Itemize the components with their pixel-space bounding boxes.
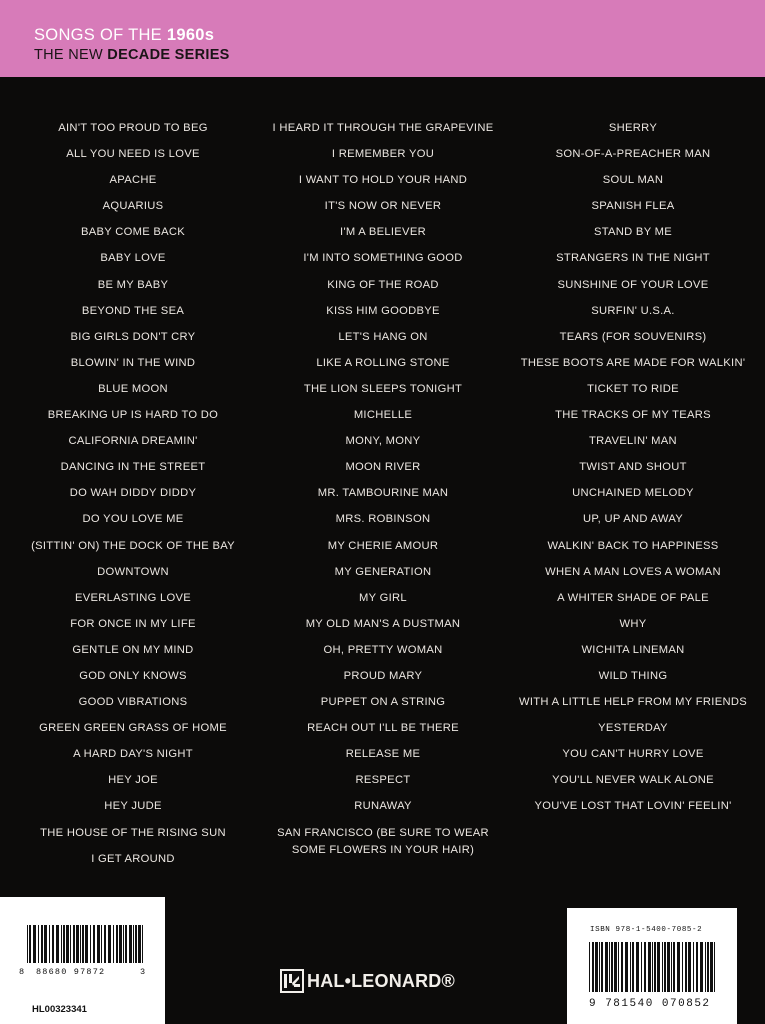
song-title: WITH A LITTLE HELP FROM MY FRIENDS: [519, 696, 747, 709]
song-title: YESTERDAY: [598, 722, 668, 735]
song-title: WHY: [619, 617, 647, 630]
song-title: I WANT TO HOLD YOUR HAND: [298, 174, 468, 187]
song-title: GREEN GREEN GRASS OF HOME: [39, 722, 227, 735]
song-title: HEY JUDE: [104, 800, 162, 813]
song-title: MY GIRL: [359, 591, 407, 604]
song-title: CALIFORNIA DREAMIN': [68, 435, 198, 448]
song-title: SON-OF-A-PREACHER MAN: [555, 148, 711, 161]
song-title: KING OF THE ROAD: [327, 278, 439, 291]
song-title: YOU CAN'T HURRY LOVE: [562, 748, 704, 761]
song-title: LIKE A ROLLING STONE: [316, 356, 450, 369]
song-title: AIN'T TOO PROUD TO BEG: [58, 122, 208, 134]
song-title: GENTLE ON MY MIND: [72, 643, 194, 656]
song-title: MRS. ROBINSON: [335, 513, 431, 526]
song-title: MICHELLE: [353, 409, 413, 422]
song-title: FOR ONCE IN MY LIFE: [70, 617, 196, 630]
song-title: I GET AROUND: [91, 852, 175, 865]
song-title: HEY JOE: [108, 774, 158, 787]
song-title: OH, PRETTY WOMAN: [323, 643, 443, 656]
song-title: LET'S HANG ON: [338, 330, 428, 343]
upc-digit-right: 3: [140, 967, 147, 977]
song-title: BE MY BABY: [97, 278, 169, 291]
song-title: UNCHAINED MELODY: [572, 487, 694, 500]
song-title: TWIST AND SHOUT: [579, 461, 687, 474]
song-title: A HARD DAY'S NIGHT: [73, 748, 193, 761]
song-title: DO YOU LOVE ME: [82, 513, 184, 526]
song-title: UP, UP AND AWAY: [582, 513, 684, 526]
song-title: THESE BOOTS ARE MADE FOR WALKIN': [520, 356, 746, 369]
upc-barcode-bars: [27, 925, 145, 963]
song-title: BLOWIN' IN THE WIND: [70, 356, 196, 369]
item-code: HL00323341: [32, 1004, 87, 1015]
song-title: I'M A BELIEVER: [340, 226, 426, 239]
song-title: GOD ONLY KNOWS: [79, 669, 187, 682]
song-list-column-2: [258, 120, 508, 859]
song-title: DO WAH DIDDY DIDDY: [69, 487, 197, 500]
song-title: WHEN A MAN LOVES A WOMAN: [545, 565, 721, 578]
song-title: STRANGERS IN THE NIGHT: [556, 252, 710, 265]
song-title: SOUL MAN: [602, 174, 664, 187]
upc-digit-left: 8: [19, 967, 26, 977]
isbn-digits: 9 781540 070852: [589, 998, 711, 1010]
book-title: SONGS OF THE 1960s: [34, 26, 215, 44]
song-title: SURFIN' U.S.A.: [591, 304, 675, 317]
song-title: SUNSHINE OF YOUR LOVE: [557, 278, 709, 291]
song-title: GOOD VIBRATIONS: [78, 696, 188, 709]
song-title: BEYOND THE SEA: [81, 304, 185, 317]
song-title: BIG GIRLS DON'T CRY: [70, 330, 196, 343]
song-list-column-1: [8, 120, 258, 877]
song-title: MY GENERATION: [334, 565, 432, 578]
song-title: REACH OUT I'LL BE THERE: [307, 722, 459, 735]
series-title: THE NEW DECADE SERIES: [34, 47, 230, 63]
song-title: YOU'VE LOST THAT LOVIN' FEELIN': [534, 800, 732, 813]
song-title: MY CHERIE AMOUR: [327, 539, 439, 552]
song-title: RELEASE ME: [345, 748, 421, 761]
song-title: APACHE: [109, 174, 157, 187]
song-list-column-3: [508, 120, 758, 825]
song-title: MY OLD MAN'S A DUSTMAN: [305, 617, 461, 630]
song-title: WICHITA LINEMAN: [581, 643, 685, 656]
song-title: STAND BY ME: [593, 226, 673, 239]
song-title: TRAVELIN' MAN: [589, 435, 677, 448]
song-title: SHERRY: [608, 122, 658, 134]
song-title: THE HOUSE OF THE RISING SUN: [40, 826, 226, 839]
publisher-name: HAL•LEONARD®: [307, 970, 455, 991]
song-title: SPANISH FLEA: [591, 200, 675, 213]
song-title: RUNAWAY: [354, 800, 412, 813]
song-title: SAN FRANCISCO (BE SURE TO WEAR SOME FLOWERS IN YOUR HAIR): [277, 826, 489, 856]
song-title: WALKIN' BACK TO HAPPINESS: [547, 539, 719, 552]
hal-leonard-logo-mark-icon: [280, 969, 304, 993]
song-title: I HEARD IT THROUGH THE GRAPEVINE: [272, 122, 494, 134]
song-title: BREAKING UP IS HARD TO DO: [47, 409, 219, 422]
song-title: THE TRACKS OF MY TEARS: [555, 409, 711, 422]
song-title: RESPECT: [355, 774, 411, 787]
song-title: MR. TAMBOURINE MAN: [317, 487, 449, 500]
song-title: BABY COME BACK: [80, 226, 186, 239]
song-title: ALL YOU NEED IS LOVE: [66, 148, 200, 161]
isbn-barcode-bars: [589, 942, 717, 992]
upc-digits: 88680 97872: [36, 967, 106, 977]
song-title: EVERLASTING LOVE: [74, 591, 192, 604]
song-title: BLUE MOON: [98, 382, 168, 395]
song-title: TEARS (FOR SOUVENIRS): [559, 330, 707, 343]
song-title: I REMEMBER YOU: [331, 148, 435, 161]
song-title: PROUD MARY: [343, 669, 423, 682]
song-title: (SITTIN' ON) THE DOCK OF THE BAY: [31, 539, 235, 552]
song-title: YOU'LL NEVER WALK ALONE: [552, 774, 714, 787]
song-title: KISS HIM GOODBYE: [326, 304, 440, 317]
song-title: A WHITER SHADE OF PALE: [557, 591, 709, 604]
song-title: I'M INTO SOMETHING GOOD: [303, 252, 463, 265]
song-title: WILD THING: [598, 669, 668, 682]
song-title: AQUARIUS: [102, 200, 164, 213]
song-title: BABY LOVE: [100, 252, 166, 265]
song-title: IT'S NOW OR NEVER: [324, 200, 442, 213]
song-title: TICKET TO RIDE: [587, 382, 679, 395]
song-title: PUPPET ON A STRING: [320, 696, 446, 709]
song-title: THE LION SLEEPS TONIGHT: [303, 382, 463, 395]
hal-leonard-logo: [280, 968, 455, 994]
song-title: DANCING IN THE STREET: [60, 461, 206, 474]
song-title: MONY, MONY: [345, 435, 421, 448]
header-banner: [0, 0, 765, 77]
song-title: MOON RIVER: [345, 461, 421, 474]
song-title: DOWNTOWN: [97, 565, 169, 578]
isbn-label: ISBN 978-1-5400-7085-2: [590, 926, 703, 934]
